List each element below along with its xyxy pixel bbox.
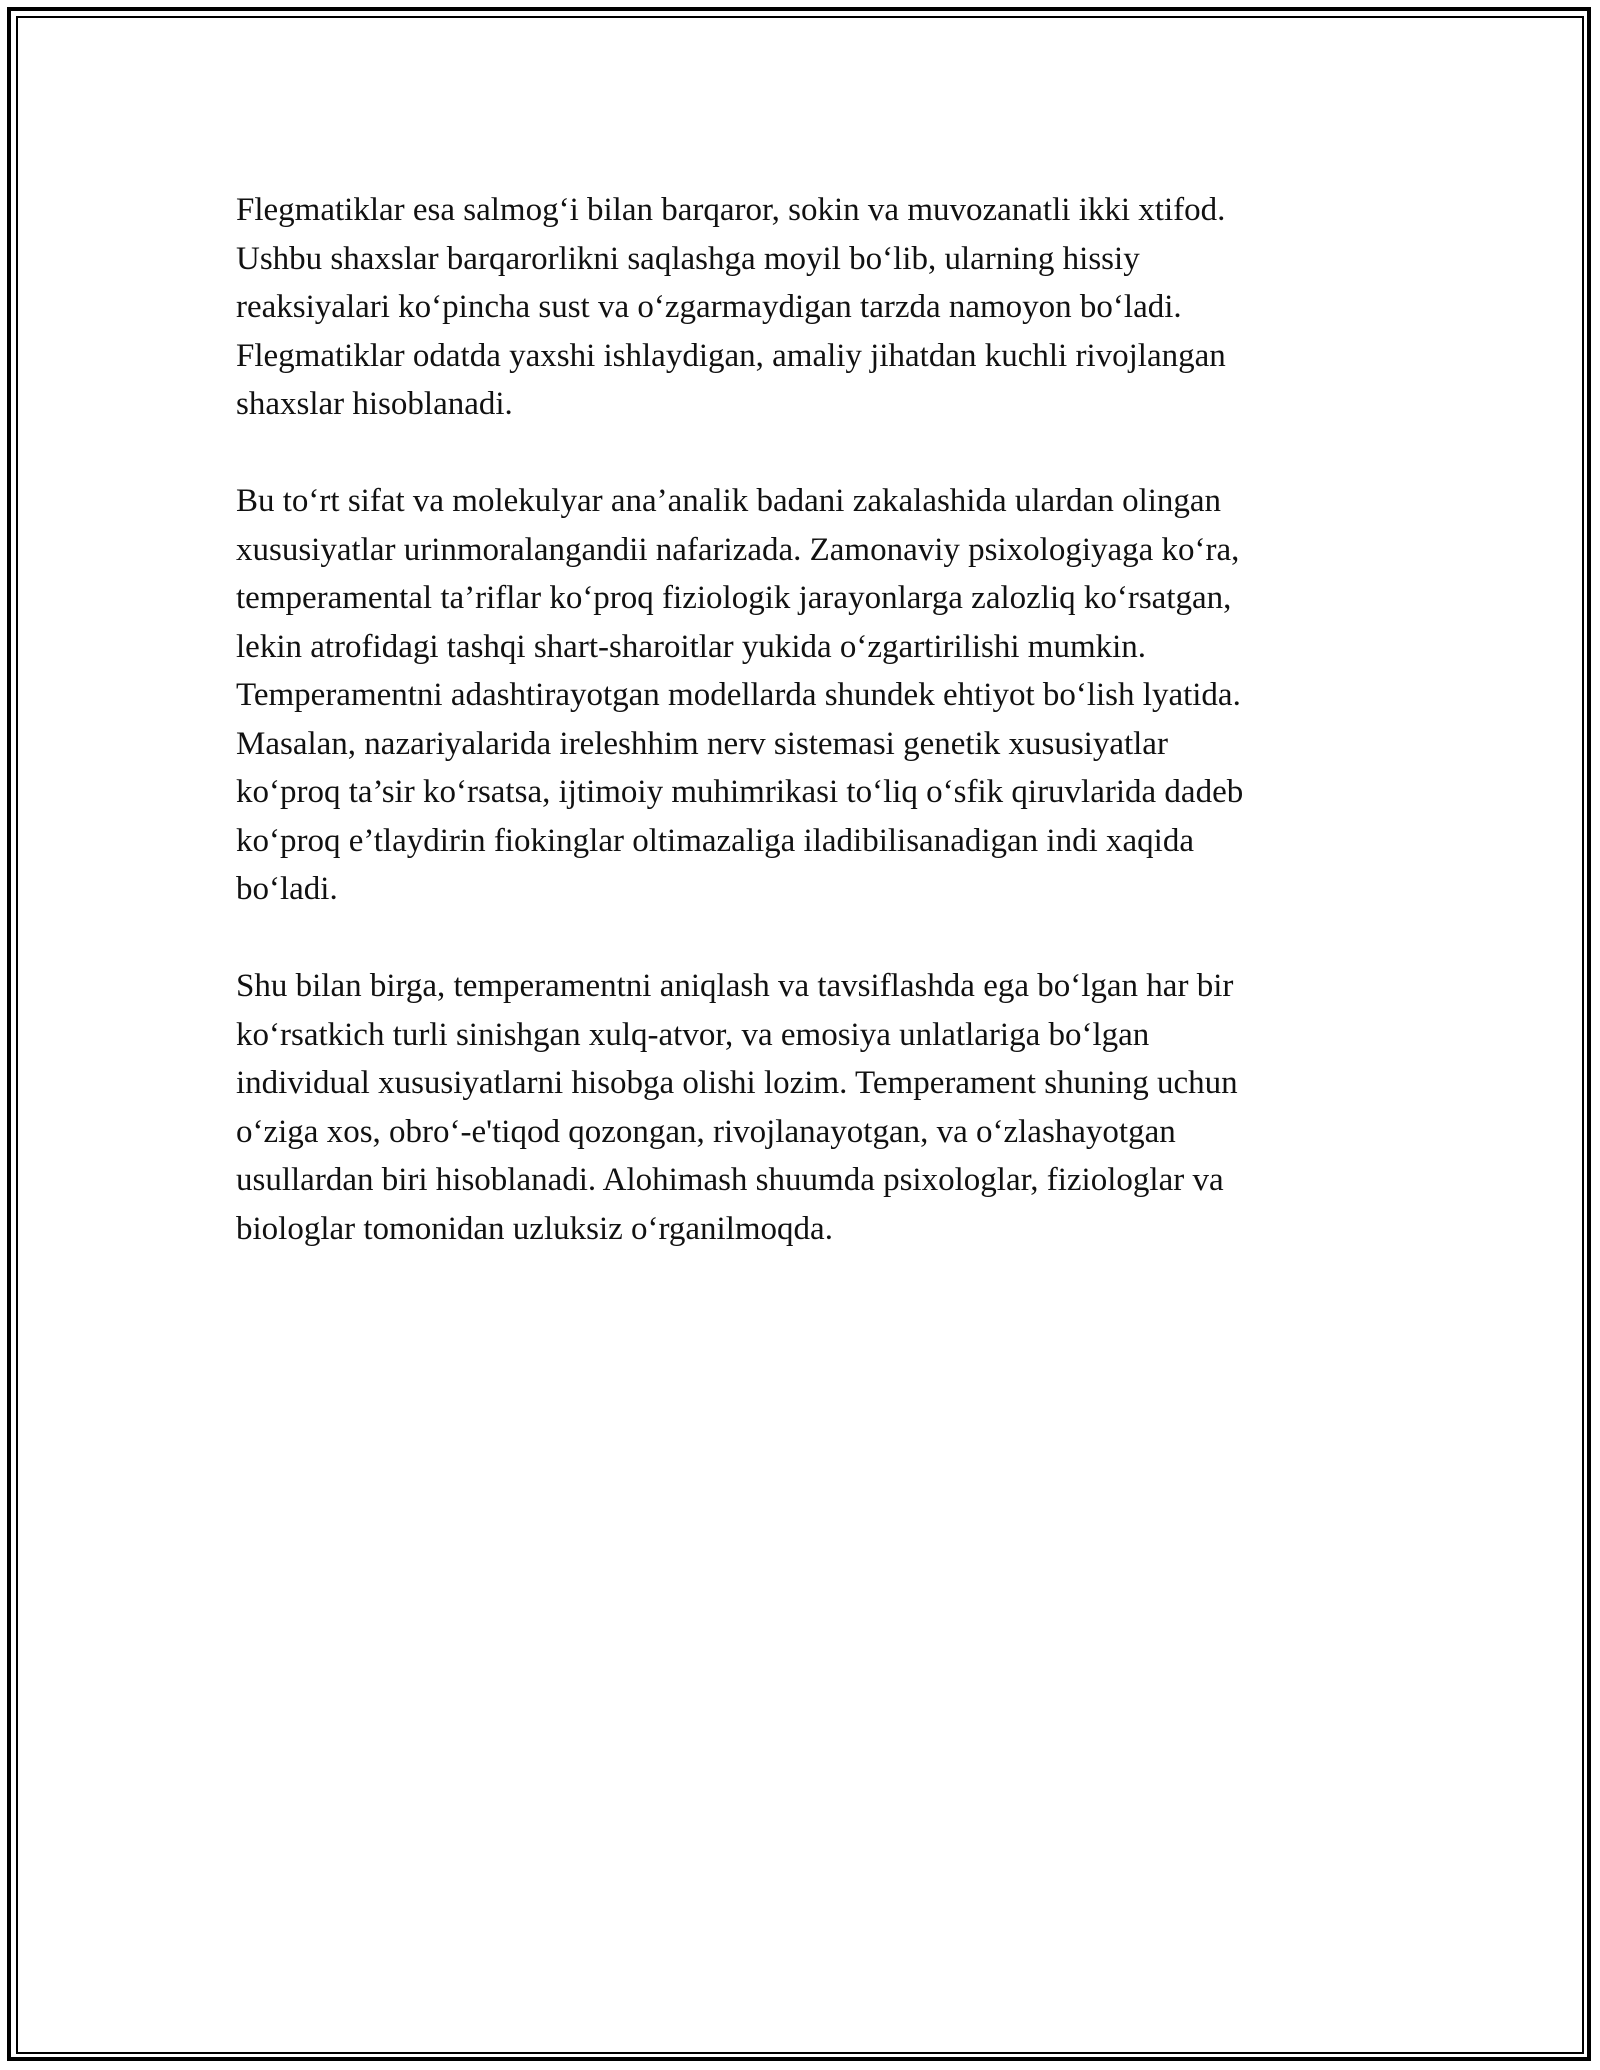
text-line: biologlar tomonidan uzluksiz o‘rganilmoqda.	[236, 1210, 833, 1247]
document-body	[236, 186, 1366, 1302]
text-line: temperamental ta’riflar ko‘proq fiziologik jarayonlarga zalozliq ko‘rsatgan,	[236, 580, 1232, 616]
text-line: usullardan biri hisoblanadi. Alohimash shuumda psixologlar, fiziologlar va	[236, 1162, 1224, 1198]
text-line: Shu bilan birga, temperamentni aniqlash va tavsiflashda ega bo‘lgan har bir	[236, 968, 1234, 1004]
text-line: xususiyatlar urinmoralangandii nafarizada. Zamonaviy psixologiyaga ko‘ra,	[236, 531, 1240, 568]
text-line: ko‘proq e’tlaydirin fiokinglar oltimazaliga iladibilisanadigan indi xaqida	[236, 822, 1194, 859]
text-line: Masalan, nazariyalarida ireleshhim nerv sistemasi genetik xususiyatlar	[236, 725, 1168, 762]
text-line: lekin atrofidagi tashqi shart-sharoitlar yukida o‘zgartirilishi mumkin.	[236, 628, 1147, 665]
text-line: o‘ziga xos, obro‘-e'tiqod qozongan, rivojlanayotgan, va o‘zlashayotgan	[236, 1113, 1176, 1150]
text-line: Flegmatiklar esa salmog‘i bilan barqaror, sokin va muvozanatli ikki xtifod.	[236, 192, 1226, 228]
paragraph-1	[236, 186, 1366, 429]
text-line: ko‘proq ta’sir ko‘rsatsa, ijtimoiy muhimrikasi to‘liq o‘sfik qiruvlarida dadeb	[236, 774, 1244, 810]
text-line: Ushbu shaxslar barqarorlikni saqlashga moyil bo‘lib, ularning hissiy	[236, 240, 1140, 277]
text-line: Temperamentni adashtirayotgan modellarda shundek ehtiyot bo‘lish lyatida.	[236, 677, 1241, 713]
text-line: reaksiyalari ko‘pincha sust va o‘zgarmaydigan tarzda namoyon bo‘ladi.	[236, 289, 1182, 325]
paragraph-3	[236, 962, 1366, 1253]
paragraph-2	[236, 477, 1366, 914]
text-line: shaxslar hisoblanadi.	[236, 386, 513, 422]
text-line: Bu to‘rt sifat va molekulyar ana’analik badani zakalashida ulardan olingan	[236, 483, 1222, 519]
text-line: Flegmatiklar odatda yaxshi ishlaydigan, amaliy jihatdan kuchli rivojlangan	[236, 337, 1226, 374]
text-line: bo‘ladi.	[236, 871, 338, 907]
text-line: individual xususiyatlarni hisobga olishi lozim. Temperament shuning uchun	[236, 1065, 1238, 1101]
text-line: ko‘rsatkich turli sinishgan xulq-atvor, va emosiya unlatlariga bo‘lgan	[236, 1016, 1150, 1053]
